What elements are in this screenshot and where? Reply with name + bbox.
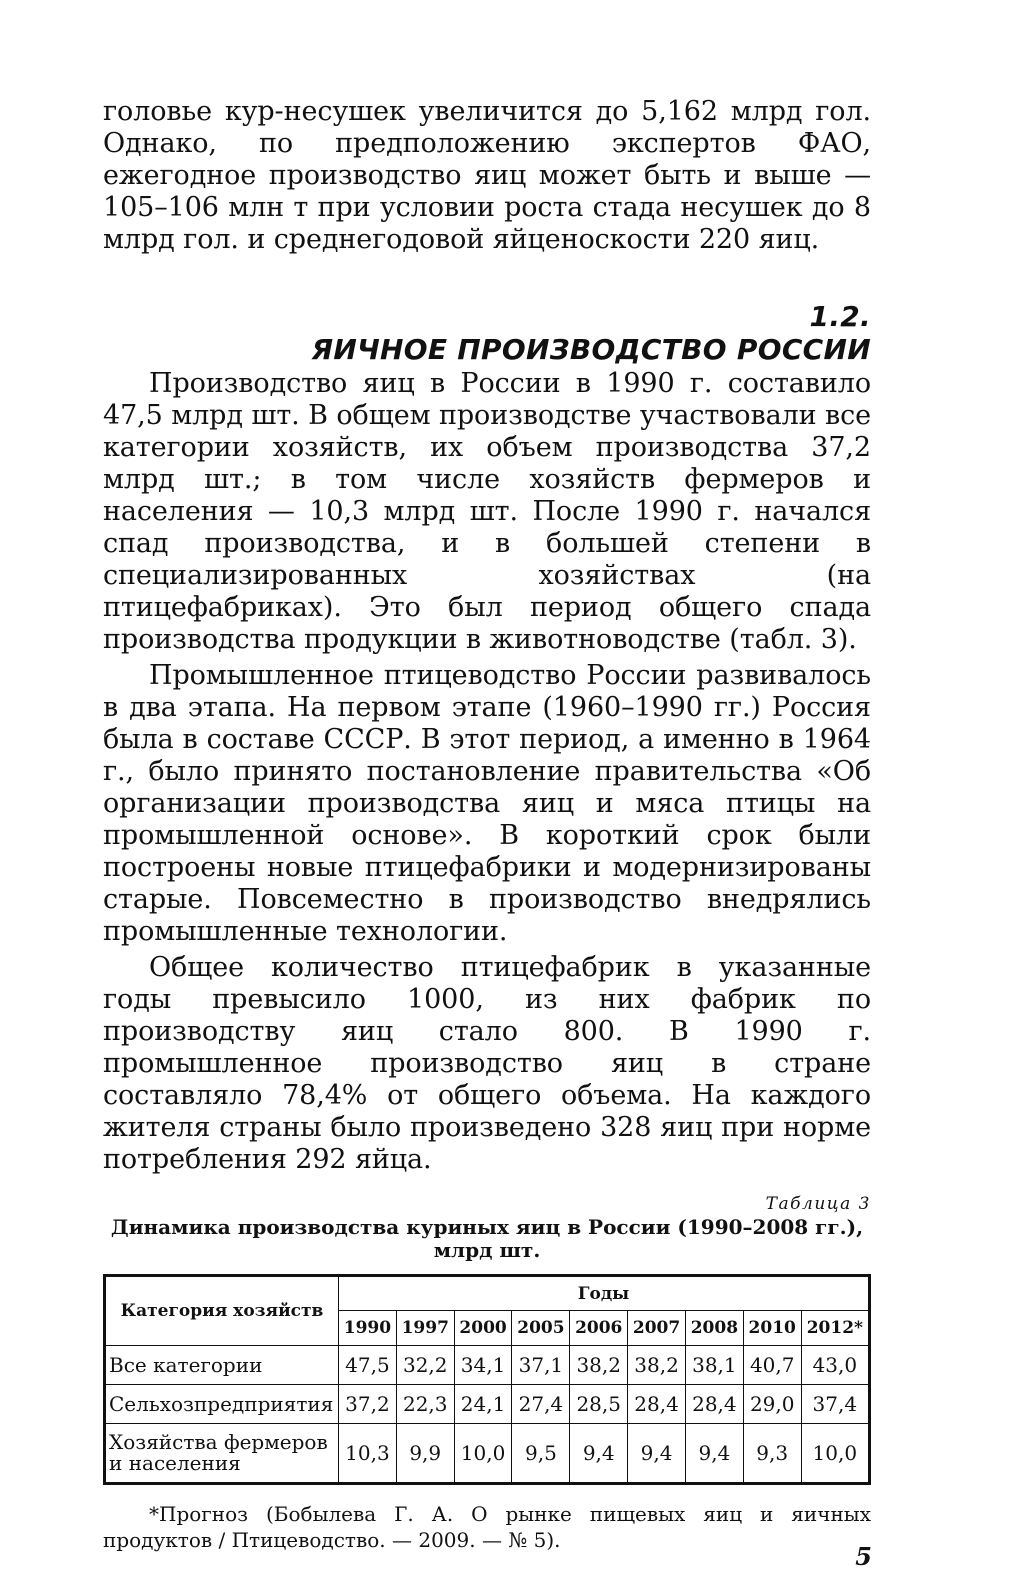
- table-title-line: млрд шт.: [433, 1238, 541, 1262]
- section-heading: [103, 300, 871, 366]
- table-cell: 28,5: [570, 1385, 628, 1424]
- year-header: 1990: [339, 1311, 397, 1346]
- table-cell: 10,3: [339, 1424, 397, 1484]
- table-cell: 40,7: [743, 1346, 801, 1385]
- year-header: 2012*: [801, 1311, 869, 1346]
- egg-production-table: [103, 1274, 871, 1485]
- table-cell: 9,3: [743, 1424, 801, 1484]
- table-title: [103, 1216, 871, 1262]
- year-header: 2000: [454, 1311, 512, 1346]
- row-label-line: Хозяйства фермеров: [109, 1430, 328, 1454]
- table-cell: 9,5: [512, 1424, 570, 1484]
- table-cell: 9,9: [396, 1424, 454, 1484]
- section-title: ЯИЧНОЕ ПРОИЗВОДСТВО РОССИИ: [311, 333, 871, 366]
- table-cell: 22,3: [396, 1385, 454, 1424]
- page-content: [103, 96, 871, 1573]
- table-title-line: Динамика производства куриных яиц в России (1990–2008 гг.),: [110, 1215, 864, 1239]
- years-header: Годы: [339, 1276, 870, 1311]
- table-number: Таблица 3: [765, 1194, 871, 1214]
- table-cell: 10,0: [454, 1424, 512, 1484]
- year-header: 2008: [685, 1311, 743, 1346]
- table-cell: 34,1: [454, 1346, 512, 1385]
- table-row: [105, 1424, 870, 1484]
- row-label: Сельхозпредприятия: [105, 1385, 339, 1424]
- table-cell: 47,5: [339, 1346, 397, 1385]
- paragraph: Промышленное птицеводство России развивалось в два этапа. На первом этапе (1960–1990 гг.) Россия была в составе СССР. В этот период, а именно в 1964 г., было принято постановление правительства «Об организации производства яиц и мяса птицы на промышленной основе». В короткий срок были построены новые птицефабрики и модернизированы старые. Повсеместно в производство внедрялись промышленные технологии.: [103, 660, 871, 947]
- paragraph: Общее количество птицефабрик в указанные годы превысило 1000, из них фабрик по производству яиц стало 800. В 1990 г. промышленное производство яиц в стране составляло 78,4% от общего объема. На каждого жителя страны было произведено 328 яиц при норме потребления 292 яйца.: [103, 952, 871, 1175]
- table-cell: 37,2: [339, 1385, 397, 1424]
- table-cell: 38,2: [628, 1346, 686, 1385]
- table-cell: 28,4: [628, 1385, 686, 1424]
- table-cell: 9,4: [570, 1424, 628, 1484]
- paragraph: Производство яиц в России в 1990 г. составило 47,5 млрд шт. В общем производстве участвовали все категории хозяйств, их объем производства 37,2 млрд шт.; в том числе хозяйств фермеров и населения — 10,3 млрд шт. После 1990 г. начался спад производства, и в большей степени в специализированных хозяйствах (на птицефабриках). Это был период общего спада производства продукции в животноводстве (табл. 3).: [103, 368, 871, 655]
- section-number: 1.2.: [809, 300, 871, 333]
- table-cell: 37,4: [801, 1385, 869, 1424]
- intro-paragraph: головье кур-несушек увеличится до 5,162 млрд гол. Однако, по предположению экспертов ФАО, ежегодное производство яиц может быть и выше — 105–106 млн т при условии роста стада несушек до 8 млрд гол. и среднегодовой яйценоскости 220 яиц.: [103, 96, 871, 255]
- table-row: [105, 1385, 870, 1424]
- year-header: 2007: [628, 1311, 686, 1346]
- row-label: [105, 1424, 339, 1484]
- table-cell: 38,1: [685, 1346, 743, 1385]
- table-cell: 10,0: [801, 1424, 869, 1484]
- table-cell: 9,4: [685, 1424, 743, 1484]
- year-header: 1997: [396, 1311, 454, 1346]
- year-header: 2005: [512, 1311, 570, 1346]
- category-header: Категория хозяйств: [105, 1276, 339, 1346]
- table-cell: 28,4: [685, 1385, 743, 1424]
- page-number: 5: [855, 1542, 872, 1571]
- table-cell: 29,0: [743, 1385, 801, 1424]
- table-cell: 32,2: [396, 1346, 454, 1385]
- row-label: Все категории: [105, 1346, 339, 1385]
- year-header: 2006: [570, 1311, 628, 1346]
- table-footnote: *Прогноз (Бобылева Г. А. О рынке пищевых яиц и яичных продуктов / Птицеводство. — 2009. — № 5).: [103, 1502, 871, 1552]
- table-row: [105, 1346, 870, 1385]
- table-cell: 27,4: [512, 1385, 570, 1424]
- table-cell: 37,1: [512, 1346, 570, 1385]
- table-cell: 38,2: [570, 1346, 628, 1385]
- table-cell: 9,4: [628, 1424, 686, 1484]
- row-label-line: и населения: [109, 1451, 241, 1475]
- year-header: 2010: [743, 1311, 801, 1346]
- table-cell: 24,1: [454, 1385, 512, 1424]
- table-cell: 43,0: [801, 1346, 869, 1385]
